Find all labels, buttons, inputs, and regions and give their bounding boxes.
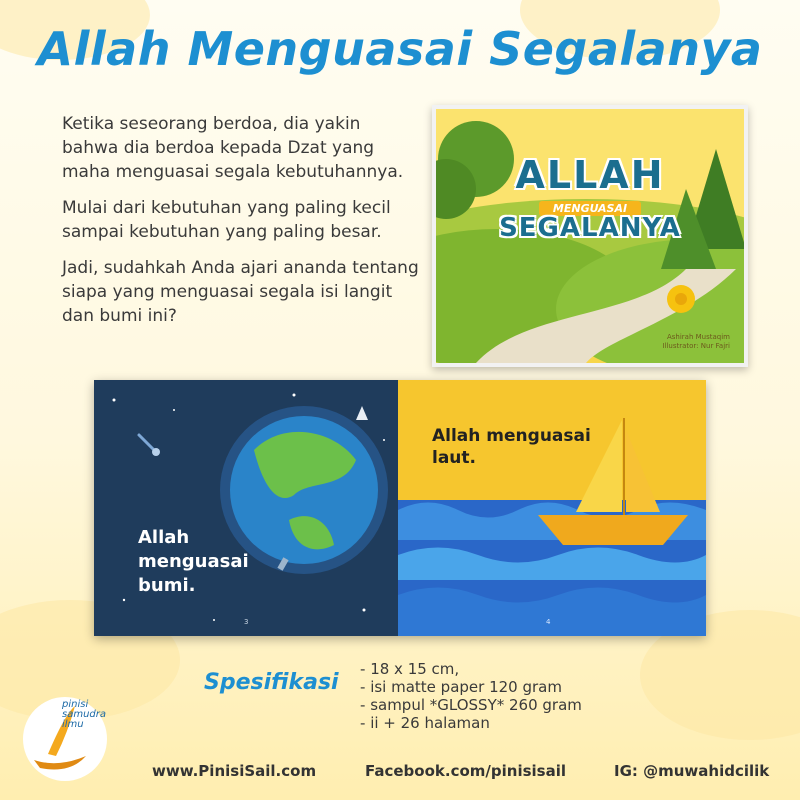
page-title: Allah Menguasai Segalanya bbox=[37, 22, 763, 76]
footer-website: www.PinisiSail.com bbox=[152, 762, 317, 780]
sea-illustration bbox=[398, 380, 706, 636]
logo-line: samudra bbox=[62, 709, 107, 720]
spec-item: - sampul *GLOSSY* 260 gram bbox=[360, 696, 582, 714]
spec-item: - 18 x 15 cm, bbox=[360, 660, 582, 678]
cover-illustrator: Illustrator: Nur Fajri bbox=[662, 342, 730, 350]
left-page-text: Allah menguasai bumi. bbox=[138, 527, 249, 596]
footer-facebook: Facebook.com/pinisisail bbox=[365, 762, 566, 780]
logo-line: pinisi bbox=[62, 699, 89, 710]
intro-paragraph: Mulai dari kebutuhan yang paling kecil sampai kebutuhan yang paling besar. bbox=[62, 198, 391, 242]
intro-paragraph: Ketika seseorang berdoa, dia yakin bahwa dia berdoa kepada Dzat yang maha menguasai segala kebutuhannya. bbox=[62, 114, 404, 182]
page-left bbox=[94, 380, 398, 636]
book-cover bbox=[432, 105, 748, 367]
page-number-right: 4 bbox=[546, 618, 551, 626]
logo-line: ilmu bbox=[62, 719, 84, 730]
spec-item: - isi matte paper 120 gram bbox=[360, 678, 582, 696]
publisher-logo-text bbox=[62, 700, 106, 730]
page-number-left: 3 bbox=[244, 618, 249, 626]
spec-list bbox=[360, 660, 582, 732]
right-page-text: Allah menguasai laut. bbox=[432, 426, 591, 468]
cover-credits bbox=[662, 333, 730, 351]
intro-text bbox=[62, 112, 422, 340]
page-right bbox=[398, 380, 706, 636]
intro-paragraph: Jadi, sudahkah Anda ajari ananda tentang siapa yang menguasai segala isi langit dan bumi ini? bbox=[62, 258, 419, 326]
footer-instagram: IG: @muwahidcilik bbox=[614, 762, 770, 780]
cover-title-top: ALLAH bbox=[515, 153, 665, 197]
book-spread bbox=[94, 380, 706, 636]
cover-title-middle-label: MENGUASAI bbox=[539, 201, 641, 216]
cover-author: Ashirah Mustaqim bbox=[666, 333, 730, 341]
cover-title-bottom: SEGALANYA bbox=[499, 213, 681, 243]
spec-label: Spesifikasi bbox=[204, 670, 339, 695]
spec-item: - ii + 26 halaman bbox=[360, 714, 582, 732]
